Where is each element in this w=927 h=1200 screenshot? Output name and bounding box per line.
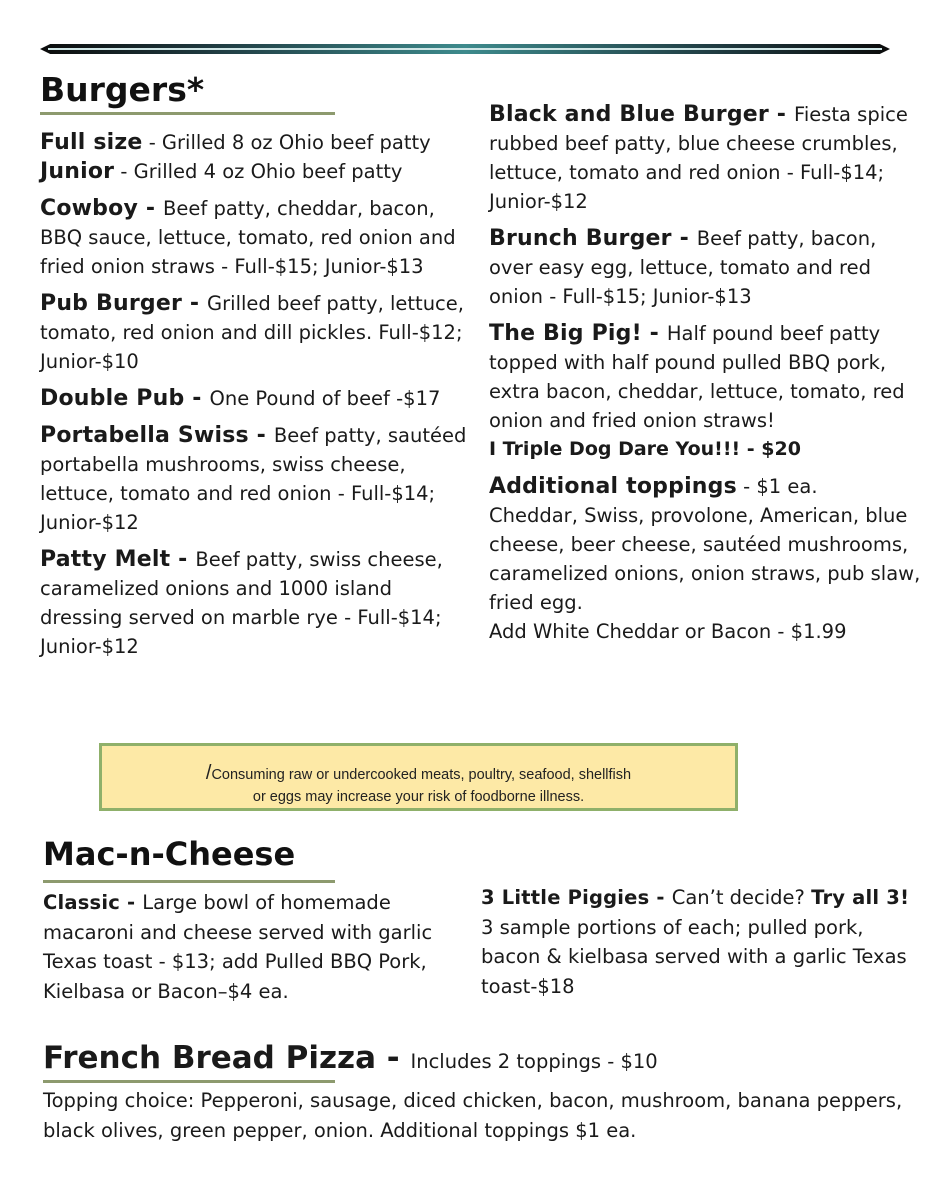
size-name: Junior: [40, 159, 115, 184]
item-name: Classic -: [43, 891, 143, 914]
size-desc: - Grilled 8 oz Ohio beef patty: [142, 131, 431, 154]
size-desc: - Grilled 4 oz Ohio beef patty: [114, 160, 403, 183]
size-name: Full size: [40, 130, 143, 155]
menu-item-black-and-blue: [489, 100, 921, 216]
burgers-left-column: [40, 128, 472, 669]
menu-item-cowboy: [40, 194, 472, 281]
food-safety-notice: [99, 743, 738, 811]
pizza-heading: [43, 1038, 903, 1082]
burgers-title-rule: [40, 112, 335, 115]
mac-title: Mac-n-Cheese: [43, 835, 296, 873]
burgers-right-column: [489, 100, 921, 646]
menu-item-patty-melt: [40, 545, 472, 661]
item-desc: Beef patty, swiss cheese, caramelized onions and 1000 island dressing served on marble rye - Full-$14; Junior-$12: [40, 548, 443, 658]
menu-item-3-little-piggies: [481, 883, 911, 1001]
burgers-title: Burgers*: [40, 70, 205, 109]
item-desc: Beef patty, sautéed portabella mushrooms, swiss cheese, lettuce, tomato and red onion - Full-$14; Junior-$12: [40, 424, 467, 534]
menu-item-double-pub: [40, 384, 472, 413]
item-emphasis: Try all 3!: [811, 886, 910, 909]
item-desc: Grilled beef patty, lettuce, tomato, red onion and dill pickles. Full-$12; Junior-$10: [40, 292, 464, 373]
item-name: Black and Blue Burger -: [489, 102, 795, 127]
item-name: Portabella Swiss -: [40, 423, 274, 448]
menu-item-brunch-burger: [489, 224, 921, 311]
toppings-list: Cheddar, Swiss, provolone, American, blue cheese, beer cheese, sautéed mushrooms, caramelized onions, onion straws, pub slaw, fried egg.: [489, 504, 921, 614]
notice-text-1: Consuming raw or undercooked meats, poultry, seafood, shellfish: [211, 767, 632, 783]
additional-toppings-heading: [489, 472, 921, 501]
item-lead: Can’t decide?: [671, 886, 812, 909]
pizza-subtitle: Includes 2 toppings - $10: [410, 1050, 658, 1073]
top-bar-highlight: [48, 48, 882, 50]
notice-mark: /: [205, 762, 212, 784]
item-desc: Beef patty, cheddar, bacon, BBQ sauce, lettuce, tomato, red onion and fried onion straws - Full-$15; Junior-$13: [40, 197, 456, 278]
item-desc: Fiesta spice rubbed beef patty, blue cheese crumbles, lettuce, tomato and red onion - Full-$14; Junior-$12: [489, 103, 908, 213]
big-pig-dare: I Triple Dog Dare You!!! - $20: [489, 438, 801, 460]
item-desc: Half pound beef patty topped with half pound pulled BBQ pork, extra bacon, cheddar, lettuce, tomato, red onion and fried onion straws!: [489, 322, 905, 432]
notice-line-2: or eggs may increase your risk of foodborne illness.: [252, 789, 585, 805]
mac-title-rule: [43, 880, 335, 883]
size-full: [40, 128, 472, 157]
item-name: The Big Pig! -: [489, 321, 667, 346]
menu-item-classic-mac: [43, 888, 458, 1006]
item-name: Brunch Burger -: [489, 226, 697, 251]
item-name: Cowboy -: [40, 196, 164, 221]
menu-item-big-pig: [489, 319, 921, 435]
item-name: Patty Melt -: [40, 547, 196, 572]
pizza-title-rule: [43, 1080, 335, 1083]
menu-item-portabella-swiss: [40, 421, 472, 537]
pizza-title: French Bread Pizza -: [43, 1040, 411, 1076]
toppings-extra: Add White Cheddar or Bacon - $1.99: [489, 620, 847, 643]
item-desc: Beef patty, bacon, over easy egg, lettuce, tomato and red onion - Full-$15; Junior-$13: [489, 227, 877, 308]
toppings-name: Additional toppings: [489, 474, 737, 499]
item-desc: 3 sample portions of each; pulled pork, bacon & kielbasa served with a garlic Texas toast-$18: [481, 915, 907, 998]
menu-item-pub-burger: [40, 289, 472, 376]
notice-line-1: [102, 761, 735, 787]
item-name: 3 Little Piggies -: [481, 886, 672, 909]
pizza-description: Topping choice: Pepperoni, sausage, diced chicken, bacon, mushroom, banana peppers, black olives, green pepper, onion. Additional toppings $1 ea.: [43, 1089, 903, 1142]
toppings-price: - $1 ea.: [736, 475, 818, 498]
item-name: Double Pub -: [40, 386, 210, 411]
size-junior: [40, 157, 472, 186]
item-desc: One Pound of beef -$17: [209, 387, 441, 410]
item-desc: Large bowl of homemade macaroni and cheese served with garlic Texas toast - $13; add Pulled BBQ Pork, Kielbasa or Bacon–$4 ea.: [43, 891, 433, 1003]
item-name: Pub Burger -: [40, 291, 208, 316]
